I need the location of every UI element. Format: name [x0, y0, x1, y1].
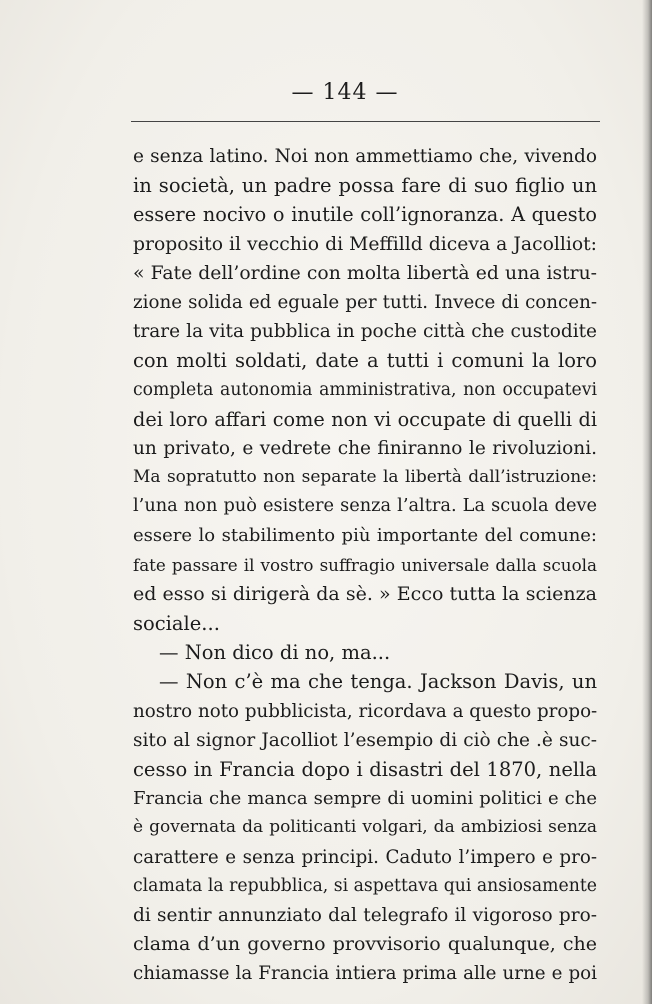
- text-line: e senza latino. Noi non ammettiamo che, vivendo: [133, 146, 597, 167]
- text-line: fate passare il vostro suffragio universale dalla scuola: [133, 554, 597, 575]
- text-line: trare la vita pubblica in poche città che custodite: [133, 321, 597, 343]
- text-line: clamata la repubblica, si aspettava qui ansiosamente: [133, 875, 597, 896]
- text-line: dei loro affari come non vi occupate di quelli di: [133, 407, 597, 431]
- page-number: — 144 —: [291, 80, 399, 105]
- text-line: clama d’un governo provvisorio qualunque, che: [133, 933, 597, 956]
- text-line: completa autonomia amministrativa, non occupatevi: [133, 379, 597, 400]
- text-line: Ma sopratutto non separate la libertà dall’istruzione:: [133, 467, 597, 488]
- dialogue-line: — Non c’è ma che tenga. Jackson Davis, un: [159, 670, 597, 694]
- dialogue-line: — Non dico di no, ma...: [159, 641, 391, 665]
- text-line: cesso in Francia dopo i disastri del 1870, nella: [133, 757, 597, 781]
- text-line: è governata da politicanti volgari, da ambiziosi senza: [133, 817, 597, 838]
- text-line: carattere e senza principi. Caduto l’impero e pro-: [133, 846, 597, 868]
- text-line: in società, un padre possa fare di suo figlio un: [133, 174, 597, 198]
- text-line: ed esso si dirigerà da sè. » Ecco tutta la scienza: [133, 582, 597, 605]
- text-line: essere nocivo o inutile coll’ignoranza. A questo: [133, 203, 597, 227]
- text-line: sito al signor Jacolliot l’esempio di ciò che .è suc-: [133, 729, 597, 751]
- text-line: l’una non può esistere senza l’altra. La scuola deve: [133, 496, 597, 517]
- text-line: nostro noto pubblicista, ricordava a questo propo-: [133, 700, 598, 722]
- text-line: « Fate dell’ordine con molta libertà ed una istru-: [133, 262, 597, 284]
- text-line: Francia che manca sempre di uomini politici e che: [133, 788, 597, 810]
- text-line: zione solida ed eguale per tutti. Invece di concen-: [133, 291, 597, 313]
- text-line: proposito il vecchio di Meffilld diceva a Jacolliot:: [133, 233, 597, 255]
- header-rule: [131, 121, 600, 122]
- text-line: essere lo stabilimento più importante del comune:: [133, 525, 597, 547]
- body-text: [133, 142, 597, 988]
- page-edge-shadow: [642, 0, 652, 1004]
- text-line: sociale...: [133, 612, 220, 635]
- text-line: con molti soldati, date a tutti i comuni la loro: [133, 349, 597, 373]
- text-line: di sentir annunziato dal telegrafo il vigoroso pro-: [133, 904, 597, 926]
- text-line: un privato, e vedrete che finiranno le rivoluzioni.: [133, 437, 597, 459]
- text-line: chiamasse la Francia intiera prima alle urne e poi: [133, 963, 597, 985]
